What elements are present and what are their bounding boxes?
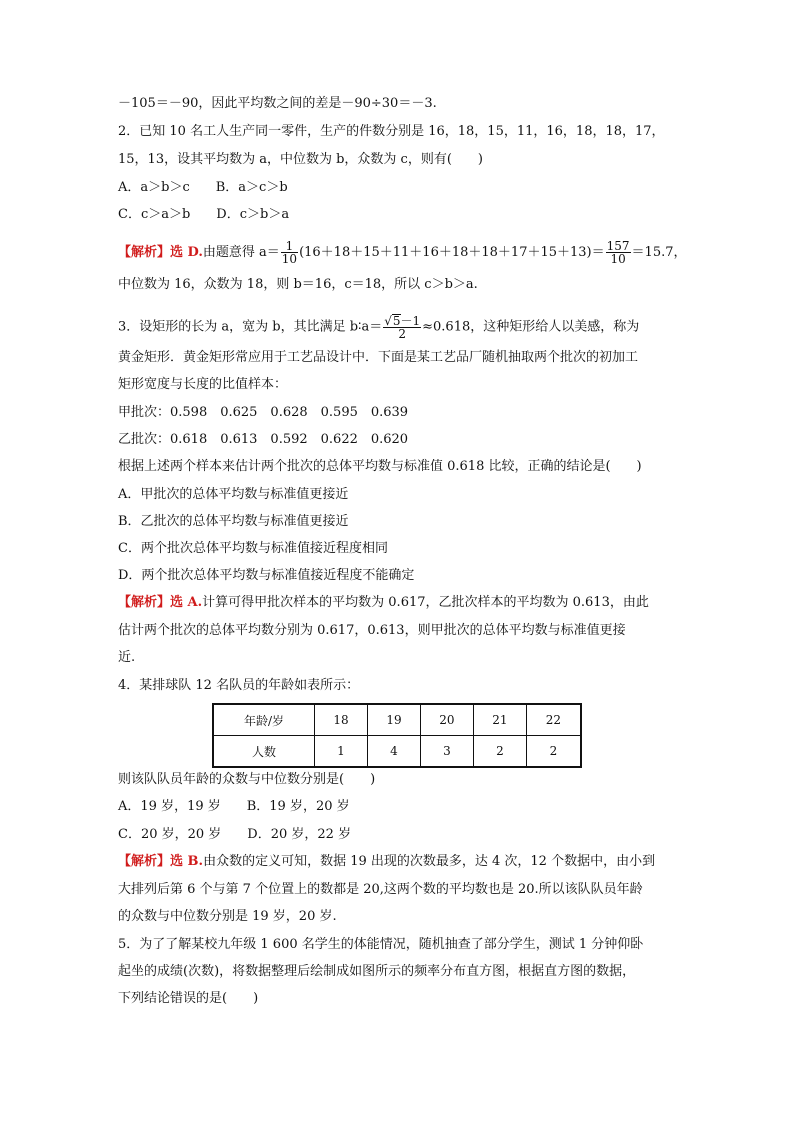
table-cell: 19 [367, 704, 420, 736]
table-cell: 4 [367, 736, 420, 768]
q3-stem-line2: 黄金矩形．黄金矩形常应用于工艺品设计中．下面是某工艺品厂随机抽取两个批次的初加工 [118, 350, 639, 365]
q2-options-cd: C．c＞a＞b D．c＞b＞a [118, 207, 290, 222]
fraction [606, 240, 631, 265]
q3-question: 根据上述两个样本来估计两个批次的总体平均数与标准值 0.618 比较，正确的结论是( ) [118, 459, 642, 474]
q3-analysis-line1 [118, 594, 649, 612]
q4-analysis-line2: 大排列后第 6 个与第 7 个位置上的数都是 20,这两个数的平均数也是 20.所以该队队员年龄 [118, 882, 643, 897]
q5-stem-line1: 5．为了了解某校九年级 1 600 名学生的体能情况，随机抽查了部分学生，测试 1 分钟仰卧 [118, 937, 644, 952]
q3-option-a: A．甲批次的总体平均数与标准值更接近 [118, 487, 349, 502]
table-header-cell: 人数 [213, 736, 315, 768]
table-row [213, 704, 581, 736]
table-header-cell: 年龄/岁 [213, 704, 315, 736]
question-text: ≈0.618，这种矩形给人以美感，称为 [422, 319, 640, 335]
table-cell: 1 [315, 736, 368, 768]
table-cell: 20 [420, 704, 473, 736]
table-cell: 2 [526, 736, 581, 768]
analysis-choice: 选 A. [170, 595, 203, 610]
analysis-text: ＝15.7， [631, 245, 687, 260]
q5-stem-line2: 起坐的成绩(次数)，将数据整理后绘制成如图所示的频率分布直方图，根据直方图的数据， [118, 964, 636, 979]
question-text: 3．设矩形的长为 a，宽为 b，其比满足 b∶a＝ [118, 319, 383, 335]
analysis-text: 由众数的定义可知，数据 19 出现的次数最多，达 4 次，12 个数据中，由小到 [203, 854, 656, 869]
analysis-text: 由题意得 a＝ [202, 245, 280, 260]
q3-option-d: D．两个批次总体平均数与标准值接近程度不能确定 [118, 568, 415, 583]
q3-batch-a: 甲批次：0.598 0.625 0.628 0.595 0.639 [118, 405, 409, 420]
table-cell: 2 [473, 736, 526, 768]
q3-stem-line1 [118, 314, 639, 340]
table-cell: 3 [420, 736, 473, 768]
analysis-tag: 【解析】 [118, 245, 171, 260]
analysis-tag: 【解析】 [118, 595, 171, 610]
q4-analysis-line1 [118, 853, 655, 871]
numerator-rest: －1 [400, 314, 421, 328]
q4-options-cd: C．20 岁，20 岁 D．20 岁，22 岁 [118, 827, 352, 842]
q5-stem-line3: 下列结论错误的是( ) [118, 991, 259, 1006]
table-cell: 21 [473, 704, 526, 736]
fraction-numerator: √5－1 [384, 314, 421, 328]
q3-batch-b: 乙批次：0.618 0.613 0.592 0.622 0.620 [118, 432, 409, 447]
fraction-numerator: 157 [606, 239, 630, 253]
q3-stem-line3: 矩形宽度与长度的比值样本： [118, 377, 288, 392]
table-cell: 22 [526, 704, 581, 736]
age-table [212, 703, 582, 768]
q3-option-c: C．两个批次总体平均数与标准值接近程度相同 [118, 541, 388, 556]
golden-ratio-fraction [383, 314, 421, 340]
q3-option-b: B．乙批次的总体平均数与标准值更接近 [118, 514, 349, 529]
q2-analysis-line2: 中位数为 16，众数为 18，则 b＝16，c＝18，所以 c＞b＞a. [118, 277, 478, 292]
q4-stem: 4．某排球队 12 名队员的年龄如表所示： [118, 678, 360, 693]
q4-options-ab: A．19 岁，19 岁 B．19 岁，20 岁 [118, 799, 350, 814]
analysis-text: (16＋18＋15＋11＋16＋18＋18＋17＋15＋13)＝ [299, 245, 605, 260]
q1-tail: －105＝－90，因此平均数之间的差是－90÷30＝－3. [118, 96, 437, 111]
fraction-denominator: 2 [398, 327, 406, 341]
table-row [213, 736, 581, 768]
q4-question: 则该队队员年龄的众数与中位数分别是( ) [118, 772, 376, 787]
fraction-denominator: 10 [610, 252, 626, 266]
sqrt-radicand: 5 [392, 314, 401, 328]
fraction-numerator: 1 [281, 240, 298, 253]
q3-analysis-line3: 近. [118, 650, 136, 665]
analysis-tag: 【解析】 [118, 854, 171, 869]
q2-stem-line1: 2．已知 10 名工人生产同一零件，生产的件数分别是 16，18，15，11，16，18，18，17， [118, 124, 665, 139]
q3-analysis-line2: 估计两个批次的总体平均数分别为 0.617，0.613，则甲批次的总体平均数与标准值更接 [118, 623, 626, 638]
q2-stem-line2: 15，13，设其平均数为 a，中位数为 b，众数为 c，则有( ) [118, 152, 483, 167]
fraction-denominator: 10 [281, 252, 298, 266]
q2-analysis-line1 [118, 240, 687, 265]
q2-options-ab: A．a＞b＞c B．a＞c＞b [118, 180, 288, 195]
q4-analysis-line3: 的众数与中位数分别是 19 岁，20 岁. [118, 909, 337, 924]
analysis-choice: 选 B. [170, 854, 204, 869]
table-cell: 18 [315, 704, 368, 736]
fraction [281, 240, 298, 265]
analysis-choice: 选 D. [170, 245, 203, 260]
analysis-text: 计算可得甲批次样本的平均数为 0.617，乙批次样本的平均数为 0.613，由此 [202, 595, 649, 610]
